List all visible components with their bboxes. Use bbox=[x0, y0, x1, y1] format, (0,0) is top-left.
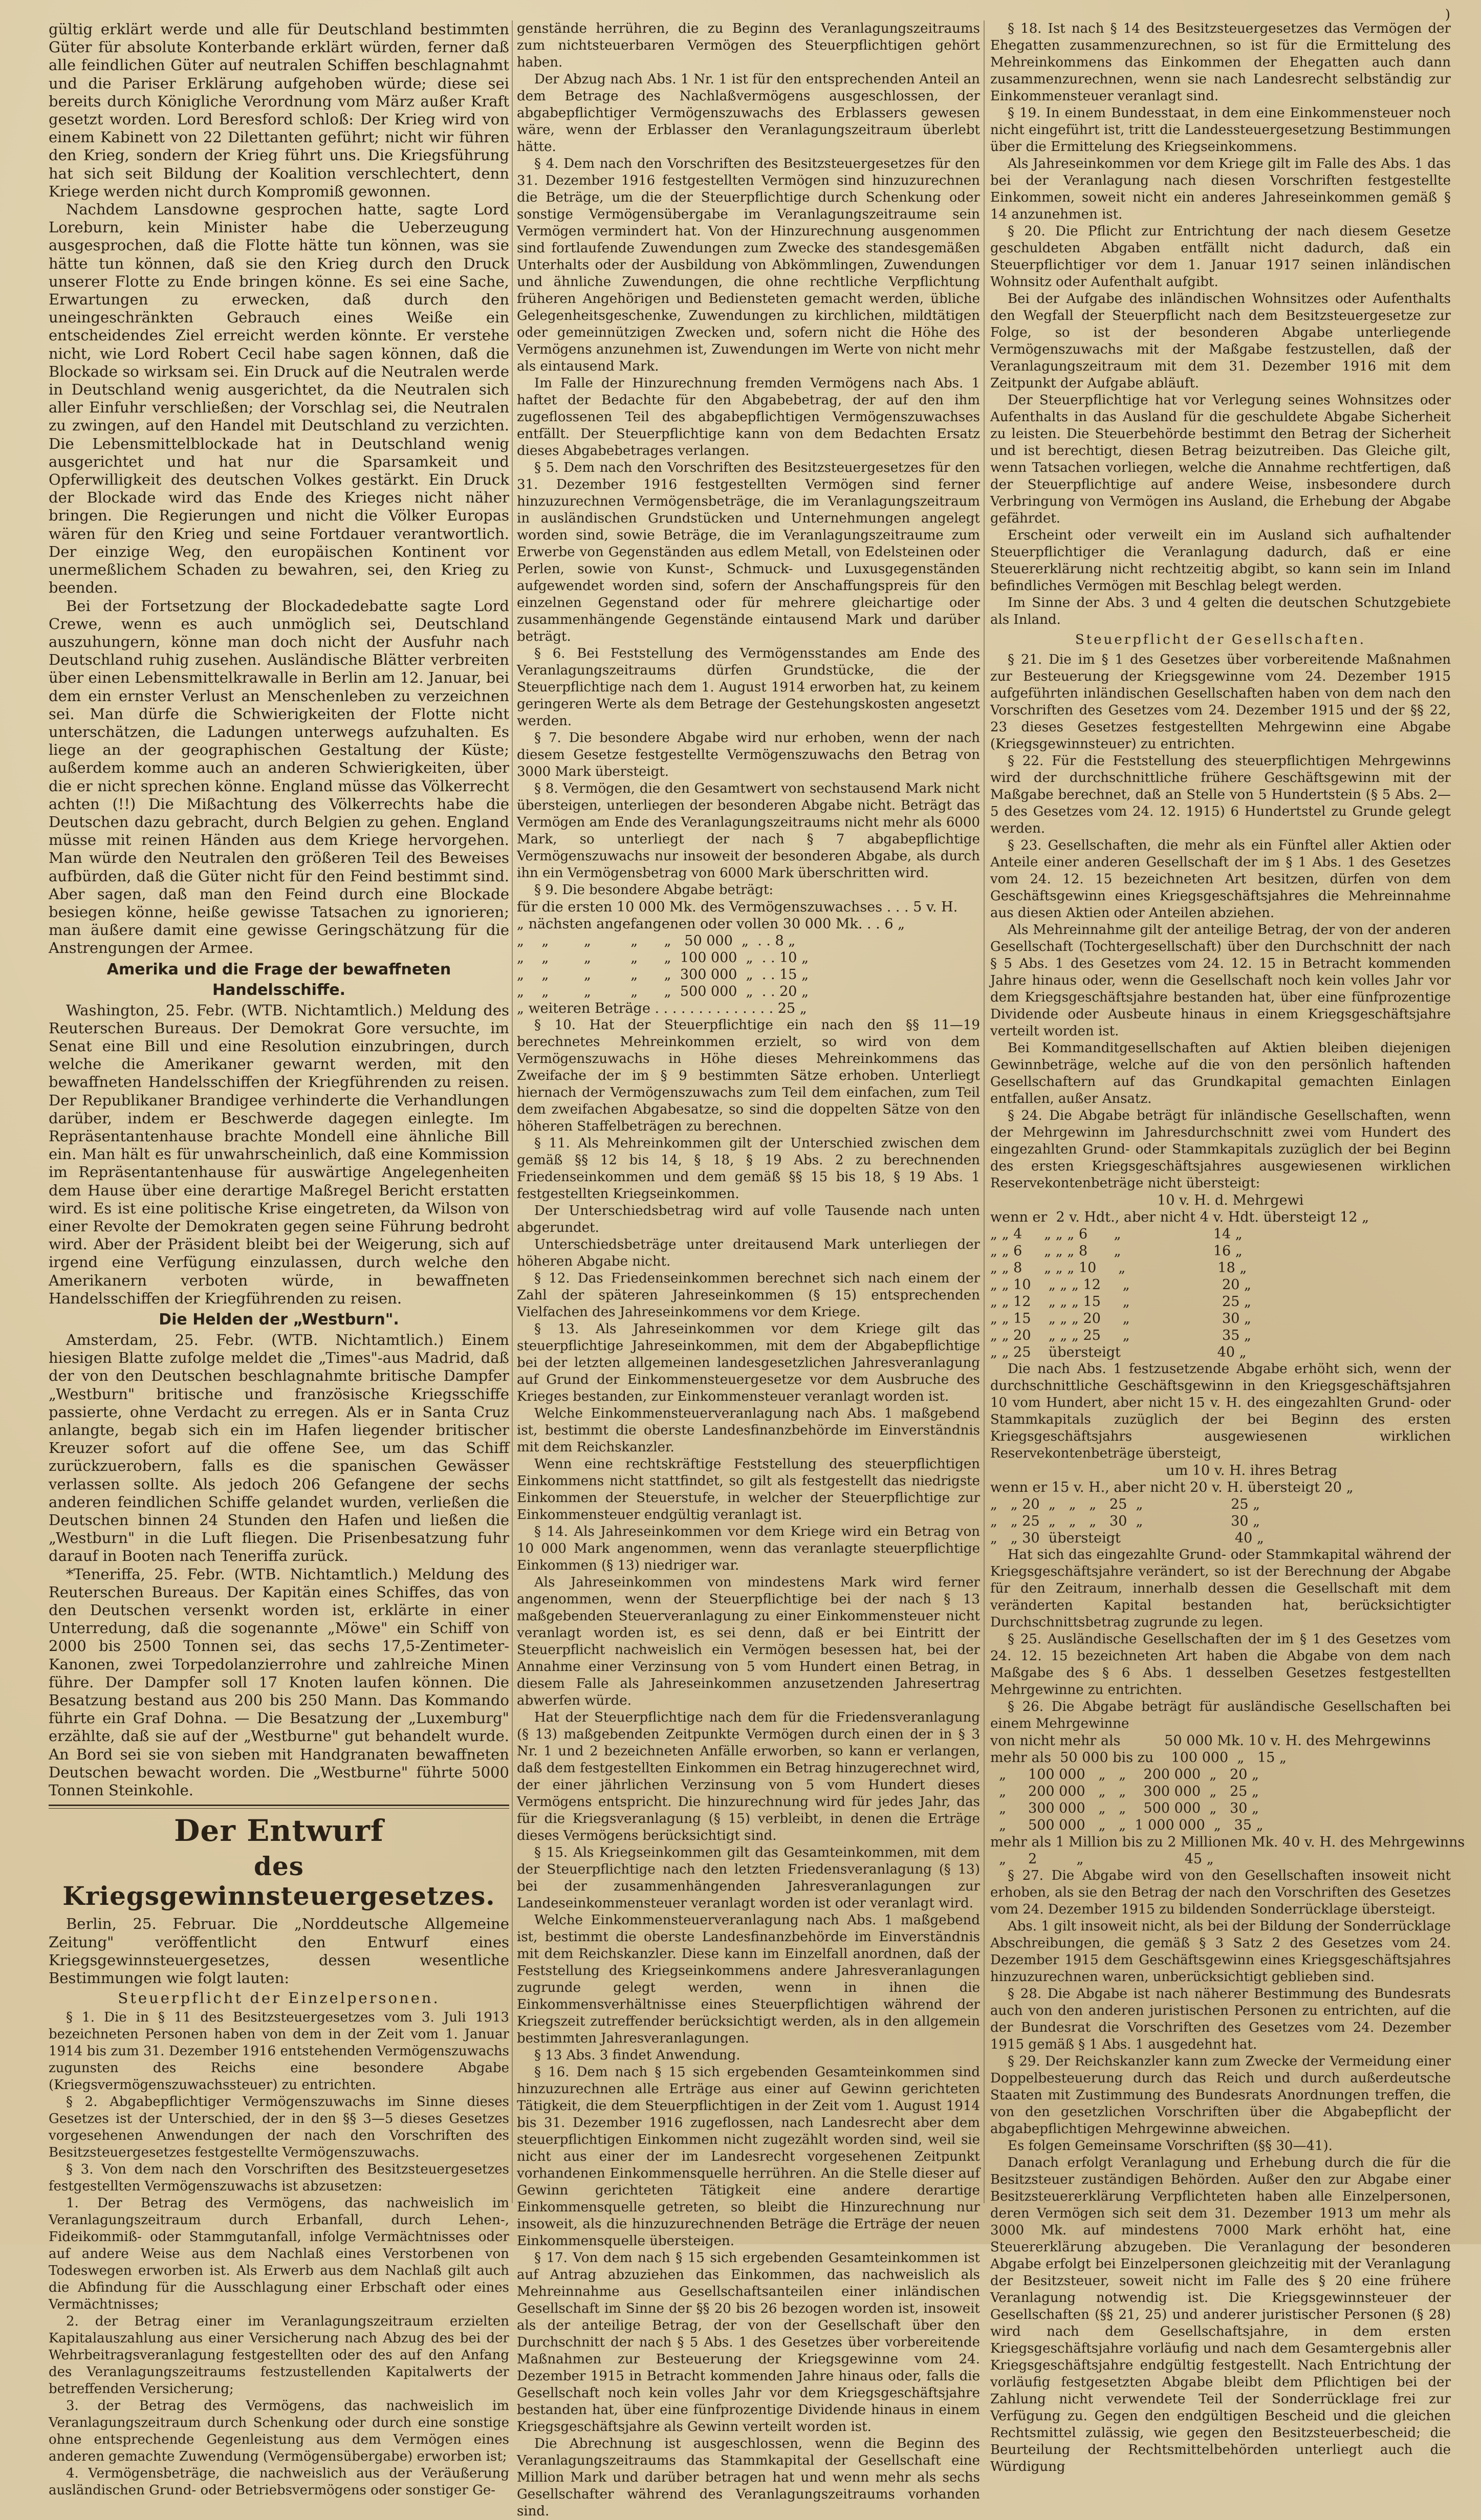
paragraph: Washington, 25. Febr. (WTB. Nichtamtlich.) Meldung des Reuterschen Bureaus. Der Demokrat Gore versuchte, im Senat eine Bill und eine Resolution einzubringen, durch welche die Amerikaner gewarnt werden, mit den bewaffneten Handelsschiffen der Kriegführenden zu reisen. Der Republikaner Brandigee verhinderte die Verhandlungen darüber, indem er Beschwerde dagegen einlegte. Im Repräsentantenhause brachte Mondell eine ähnliche Bill ein. Man hält es für unwahrscheinlich, daß eine Kommission im Repräsentantenhause für auswärtige Angelegenheiten dem Hause über eine derartige Maßregel Bericht erstatten wird. Es ist eine politische Krise eingetreten, da Wilson von einer Revolte der Demokraten gegen seine Führung bedroht wird. Aber der Präsident bleibt bei der Weigerung, sich auf irgend eine Verfügung einzulassen, durch welche den Amerikanern verboten würde, in bewaffneten Handelsschiffen der Kriegführenden zu reisen. bbox=[49, 1001, 509, 1307]
paragraph: § 18. Ist nach § 14 des Besitzsteuergesetzes das Vermögen der Ehegatten zusammenzurechnen, so ist für die Ermittelung des Mehreinkommens das Einkommen der Ehegatten auch dann zusammenzurechnen, wenn sie nach Landesrecht selbständig zur Einkommensteuer veranlagt sind. bbox=[990, 21, 1451, 104]
paragraph: genstände herrühren, die zu Beginn des Veranlagungszeitraums zum nichtsteuerbaren Vermögen des Steuerpflichtigen gehört haben. bbox=[517, 21, 980, 70]
heavy-rule bbox=[49, 1805, 509, 1806]
paragraph: 1. Der Betrag des Vermögens, das nachweislich im Veranlagungszeitraum durch Erbanfall, durch Lehen-, Fideikommiß- oder Stammgutanfall, infolge Vermächtnisses oder auf andere Weise aus dem Nachlaß eines Verstorbenen von Todeswegen erworben ist. Als Erwerb aus dem Nachlaß gilt auch die Abfindung für die Ausschlagung einer Erbschaft oder eines Vermächtnisses; bbox=[49, 2196, 509, 2313]
paragraph: Wenn eine rechtskräftige Feststellung des steuerpflichtigen Einkommens nicht stattfindet, so gilt als festgestellt das niedrigste Einkommen der Steuerstufe, in welcher der Steuerpflichtige zur Einkommensteuer endgültig veranlagt ist. bbox=[517, 1457, 980, 1523]
article-title-line2: des Kriegsgewinnsteuergesetzes. bbox=[62, 1851, 495, 1911]
paragraph: § 9. Die besondere Abgabe beträgt: bbox=[534, 882, 774, 898]
paragraph: Als Mehreinnahme gilt der anteilige Betrag, der von der anderen Gesellschaft (Tochtergesellschaft) über den Durchschnitt der nach § 5 Abs. 1 des Gesetzes vom 24. 12. 15 in Betracht kommenden Jahre hinaus oder, wenn die Gesellschaft noch kein volles Jahr vor dem Kriegsgeschäftsjahre bestanden hat, über eine fünfprozentige Dividende oder Ausbeute hinaus in einem Kriegsgeschäftsjahre verteilt worden ist. bbox=[990, 922, 1451, 1039]
paragraph: Unterschiedsbeträge unter dreitausend Mark unterliegen der höheren Abgabe nicht. bbox=[517, 1237, 980, 1269]
paragraph: § 19. In einem Bundesstaat, in dem eine Einkommensteuer noch nicht eingeführt ist, tritt die Landessteuergesetzung Bestimmungen über die Ermittelung des Kriegseinkommens. bbox=[990, 105, 1451, 155]
paragraph: Bei der Fortsetzung der Blockadedebatte sagte Lord Crewe, wenn es auch unmöglich sei, Deutschland auszuhungern, könne man doch nicht der Ausfuhr nach Deutschland ruhig zusehen. Ausländische Blätter verbreiten über einen Lebensmittelkrawalle in Berlin am 12. Januar, bei dem ein ernster Verlust an Menschenleben zu verzeichnen sei. Man dürfe die Schwierigkeiten der Flotte nicht unterschätzen, die Ladungen unterwegs aufzuhalten. Es liege an der geographischen Gestaltung der Küste; außerdem komme auch an anderen Schwierigkeiten, über die er nicht sprechen könne. England müsse das Völkerrecht achten (!!) Die Mißachtung des Völkerrechts habe die Deutschen dazu gebracht, durch Belgien zu gehen. England müsse mit reinen Händen aus dem Kriege hervorgehen. Man würde den Neutralen den größeren Teil des Beweises aufbürden, daß die Güter nicht für den Feind bestimmt sind. Aber sagen, daß man den Feind durch eine Blockade besiegen könne, heiße gewisse Tatsachen zu ignorieren; man äußere damit eine gewisse Geringschätzung für die Anstrengungen der Armee. bbox=[49, 597, 509, 957]
paragraph: Hat sich das eingezahlte Grund- oder Stammkapital während der Kriegsgeschäftsjahre verändert, so ist der Berechnung der Abgabe für den Zeitraum, innerhalb dessen die Gesellschaft mit dem veränderten Kapital bestanden hat, berücksichtigter Durchschnittsbetrag zugrunde zu legen. bbox=[990, 1547, 1451, 1630]
paragraph: 3. der Betrag des Vermögens, das nachweislich im Veranlagungszeitraum durch Schenkung oder durch eine sonstige ohne entsprechende Gegenleistung aus dem Vermögen eines anderen gemachte Zuwendung (Vermögensübergabe) erworben ist; bbox=[49, 2398, 509, 2465]
paragraph: Im Falle der Hinzurechnung fremden Vermögens nach Abs. 1 haftet der Bedachte für den Abgabebetrag, der auf den ihm zugeflossenen Teil des abgabepflichtigen Vermögenszuwachses entfällt. Der Steuerpflichtige kann von dem Bedachten Ersatz dieses Abgabebetrages verlangen. bbox=[517, 376, 980, 459]
paragraph: § 8. Vermögen, die den Gesamtwert von sechstausend Mark nicht übersteigen, unterliegen der besonderen Abgabe nicht. Beträgt das Vermögen am Ende des Veranlagungszeitraums nicht mehr als 6000 Mark, so unterliegt der nach § 7 abgabepflichtige Vermögenszuwachs nur insoweit der besonderen Abgabe, als durch ihn ein Vermögensbetrag von 6000 Mark überschritten wird. bbox=[517, 781, 980, 881]
thin-rule bbox=[49, 1808, 509, 1809]
paragraph: § 25. Ausländische Gesellschaften der im § 1 des Gesetzes vom 24. 12. 15 bezeichneten Art haben die Abgabe von dem nach Maßgabe des § 6 Abs. 1 desselben Gesetzes festgestellten Mehrgewinne zu entrichten. bbox=[990, 1632, 1451, 1698]
rate-table: um 10 v. H. ihres Betrag wenn er 15 v. H., aber nicht 20 v. H. übersteigt 20 „ „ „ 20 „ „ „ 25 „ 25 „ „ „ 25 „ „ „ 30 „ 30 „ „ „ 30 übersteigt 40 „ bbox=[990, 1463, 1354, 1546]
column-2 bbox=[517, 20, 980, 2519]
paragraph: 2. der Betrag einer im Veranlagungszeitraum erzielten Kapitalauszahlung aus einer Versicherung nach Abzug des bei der Wehrbeitragsveranlagung festgestellten oder des auf den Anfang des Veranlagungszeitraums festzustellenden Kapitalwerts der betreffenden Versicherung; bbox=[49, 2314, 509, 2397]
paragraph: Abs. 1 gilt insoweit nicht, als bei der Bildung der Sonderrücklage Abschreibungen, die gemäß § 3 Satz 2 des Gesetzes vom 24. Dezember 1915 dem Geschäftsgewinn eines Kriegsgeschäftsjahres hinzuzurechnen waren, unberücksichtigt geblieben sind. bbox=[990, 1919, 1451, 1985]
rate-table: von nicht mehr als 50 000 Mk. 10 v. H. des Mehrgewinns mehr als 50 000 bis zu 100 000 „ 15 „ „ 100 000 „ „ 200 000 „ 20 „ „ 200 000 „ „ 300 000 „ 25 „ „ 300 000 „ „ 500 000 „ 30 „ „ 500 000 „ „ 1 000 000 „ 35 „ mehr als 1 Million bis zu 2 Millionen Mk. 40 v. H. des Mehrgewinns „ 2 „ 45 „ bbox=[990, 1733, 1465, 1867]
paragraph: Nachdem Lansdowne gesprochen hatte, sagte Lord Loreburn, kein Minister habe die Ueberzeugung ausgesprochen, daß die Flotte hätte tun können, was sie hätte tun können, daß sie den Krieg durch den Druck unserer Flotte zu Ende bringen könne. Es sei eine Sache, Erwartungen zu erwecken, daß durch den uneingeschränkten Gebrauch eines Weiße ein entscheidendes Ziel erreicht werden könnte. Er verstehe nicht, wie Lord Robert Cecil habe sagen können, daß die Blockade so wirksam sei. Ein Druck auf die Neutralen werde in Deutschland wenig ausgerichtet, da die Neutralen sich aller Einfuhr verschließen; der Vorschlag sei, die Neutralen zu zwingen, auf den Handel mit Deutschland zu verzichten. Die Lebensmittelblockade hat in Deutschland wenig ausgerichtet und hat nur die Sparsamkeit und Opferwilligkeit des deutschen Volkes gestärkt. Ein Druck der Blockade wird das Ende des Krieges nicht näher bringen. Die Regierungen und nicht die Völker Europas wären für den Krieg und seine Fortdauer verantwortlich. Der einzige Weg, den europäischen Kontinent vor unermeßlichem Schaden zu bewahren, sei, den Krieg zu beenden. bbox=[49, 201, 509, 597]
paragraph: Der Steuerpflichtige hat vor Verlegung seines Wohnsitzes oder Aufenthalts in das Ausland für die geschuldete Abgabe Sicherheit zu leisten. Die Steuerbehörde bestimmt den Betrag der Sicherheit und ist berechtigt, diesen Betrag beizutreiben. Das Gleiche gilt, wenn Tatsachen vorliegen, welche die Annahme rechtfertigen, daß der Steuerpflichtige auf andere Weise, insbesondere durch Verbringung von Vermögen ins Ausland, die Erhebung der Abgabe gefährdet. bbox=[990, 393, 1451, 526]
paragraph: Als Jahreseinkommen von mindestens Mark wird ferner angenommen, wenn der Steuerpflichtige bei der nach § 13 maßgebenden Steuerveranlagung zu einer Einkommensteuer nicht veranlagt worden ist, es sei denn, daß er bei Eintritt der Steuerpflicht nachweislich ein Vermögen besessen hat, bei der Annahme einer Verzinsung von 5 vom Hundert einen Betrag, in diesem Falle als Jahreseinkommen anzusetzenden Jahresertrag abwerfen würde. bbox=[517, 1575, 980, 1708]
paragraph: § 21. Die im § 1 des Gesetzes über vorbereitende Maßnahmen zur Besteuerung der Kriegsgewinne vom 24. Dezember 1915 aufgeführten inländischen Gesellschaften haben von dem nach den Vorschriften des Gesetzes vom 24. Dezember 1915 und der §§ 22, 23 dieses Gesetzes festgestellten Mehrgewinn eine Abgabe (Kriegsgewinnsteuer) zu entrichten. bbox=[990, 652, 1451, 752]
column-rule-2 bbox=[984, 20, 985, 2203]
paragraph: Amsterdam, 25. Febr. (WTB. Nichtamtlich.) Einem hiesigen Blatte zufolge meldet die „Times"-aus Madrid, daß der von den Deutschen beschlagnahmte britische Dampfer „Westburn" britische und französische Kriegsschiffe passierte, ohne Verdacht zu erregen. Als er in Santa Cruz anlangte, begab sich ein im Hafen liegender britischer Kreuzer sofort auf die offene See, um das Schiff zurückzuerobern, falls es die spanischen Gewässer verlassen sollte. Als jedoch 206 Gefangene der sechs anderen feindlichen Schiffe gelandet wurden, verließen die Deutschen binnen 24 Stunden den Hafen und ließen die „Westburn" in die Luft fliegen. Die Prisenbesatzung fuhr darauf in Booten nach Teneriffa zurück. bbox=[49, 1331, 509, 1565]
column-1 bbox=[49, 20, 509, 2499]
paragraph: § 14. Als Jahreseinkommen vor dem Kriege wird ein Betrag von 10 000 Mark angenommen, wenn das veranlagte steuerpflichtige Einkommen (§ 13) niedriger war. bbox=[517, 1524, 980, 1573]
subsection-heading: Steuerpflicht der Einzelpersonen. bbox=[118, 1989, 440, 2007]
paragraph: § 13. Als Jahreseinkommen vor dem Kriege gilt das steuerpflichtige Jahreseinkommen, mit dem der Abgabepflichtige bei der letzten allgemeinen landesgesetzlichen Jahresveranlagung auf Grund der Einkommensteuergesetze vor dem Ausbruche des Krieges bestanden, zur Einkommensteuer veranlagt worden ist. bbox=[517, 1321, 980, 1404]
paragraph: § 16. Dem nach § 15 sich ergebenden Gesamteinkommen sind hinzuzurechnen alle Erträge aus einer auf Gewinn gerichteten Tätigkeit, die dem Steuerpflichtigen in der Zeit vom 1. August 1914 bis 31. Dezember 1916 zugeflossen, nach Landesrecht aber dem steuerpflichtigen Einkommen nicht zugezählt worden sind, weil sie nicht aus einer der im Landesrecht vorgesehenen Zeitpunkt vorhandenen Einkommensquelle herrühren. An die Stelle dieser auf Gewinn gerichteten Tätigkeit eine andere derartige Einkommensquelle getreten, so bleibt die Hinzurechnung nur insoweit, als die hinzuzurechnenden Beträge die Erträge der neuen Einkommensquelle übersteigen. bbox=[517, 2065, 980, 2249]
paragraph: § 11. Als Mehreinkommen gilt der Unterschied zwischen dem gemäß §§ 12 bis 14, § 18, § 19 Abs. 2 zu berechnenden Friedenseinkommen und dem gemäß §§ 15 bis 18, § 19 Abs. 1 festgestellten Kriegseinkommen. bbox=[517, 1136, 980, 1202]
paragraph: § 24. Die Abgabe beträgt für inländische Gesellschaften, wenn der Mehrgewinn im Jahresdurchschnitt zwei vom Hundert des eingezahlten Grund- oder Stammkapitals zuzüglich der bei Beginn des ersten Kriegsgeschäftsjahres ausgewiesenen wirklichen Reservekontenbeträge nicht übersteigt: bbox=[990, 1108, 1451, 1191]
paragraph: Bei der Aufgabe des inländischen Wohnsitzes oder Aufenthalts den Wegfall der Steuerpflicht nach dem Besitzsteuergesetze zur Folge, so ist der besonderen Abgabe unterliegende Vermögenszuwachs mit der Maßgabe festzustellen, daß der Veranlagungszeitraum mit dem 31. Dezember 1916 mit dem Zeitpunkt der Aufgabe abläuft. bbox=[990, 291, 1451, 391]
paragraph: § 27. Die Abgabe wird von den Gesellschaften insoweit nicht erhoben, als sie den Betrag der nach den Vorschriften des Gesetzes vom 24. Dezember 1915 zu bildenden Sonderrücklage übersteigt. bbox=[990, 1868, 1451, 1917]
section-heading-line2: Handelsschiffe. bbox=[212, 981, 345, 999]
paragraph: Welche Einkommensteuerveranlagung nach Abs. 1 maßgebend ist, bestimmt die oberste Landesfinanzbehörde im Einverständnis mit dem Reichskanzler. bbox=[517, 1406, 980, 1455]
paragraph: Die Abrechnung ist ausgeschlossen, wenn die Beginn des Veranlagungszeitraums das Stammkapital der Gesellschaft eine Million Mark und darüber betragen hat und wenn mehr als sechs Gesellschafter während des Veranlagungszeitraums vorhanden sind. bbox=[517, 2436, 980, 2519]
paragraph: Im Sinne der Abs. 3 und 4 gelten die deutschen Schutzgebiete als Inland. bbox=[990, 595, 1451, 627]
paragraph: Der Abzug nach Abs. 1 Nr. 1 ist für den entsprechenden Anteil an dem Betrage des Nachlaßvermögens ausgeschlossen, der abgabepflichtiger Vermögenszuwachs des Erblassers gewesen wäre, wenn der Erblasser den Veranlagungszeitraum überlebt hätte. bbox=[517, 72, 980, 155]
paragraph: Es folgen Gemeinsame Vorschriften (§§ 30—41). bbox=[1008, 2138, 1333, 2154]
paragraph: *Teneriffa, 25. Febr. (WTB. Nichtamtlich.) Meldung des Reuterschen Bureaus. Der Kapitän eines Schiffes, das von den Deutschen versenkt worden ist, erklärte in einer Unterredung, daß die sogenannte „Möwe" ein Schiff von 2000 bis 2500 Tonnen sei, das sechs 17,5-Zentimeter-Kanonen, zwei Torpedolanzierrohre und zahlreiche Minen führe. Der Dampfer soll 17 Knoten laufen können. Die Besatzung bestand aus 200 bis 250 Mann. Das Kommando führte ein Graf Dohna. — Die Besatzung der „Luxemburg" erzählte, daß sie auf der „Westburne" gut behandelt wurde. An Bord sei sie von sieben mit Handgranaten bewaffneten Deutschen bewacht worden. Die „Westburne" führte 5000 Tonnen Steinkohle. bbox=[49, 1565, 509, 1799]
paragraph: Als Jahreseinkommen vor dem Kriege gilt im Falle des Abs. 1 das bei der Veranlagung nach diesen Vorschriften festgestellte Einkommen, soweit nicht ein anderes Jahreseinkommen gemäß § 14 anzunehmen ist. bbox=[990, 156, 1451, 222]
paragraph: Die nach Abs. 1 festzusetzende Abgabe erhöht sich, wenn der durchschnittliche Geschäftsgewinn in den Kriegsgeschäftsjahren 10 vom Hundert, aber nicht 15 v. H. des eingezahlten Grund- oder Stammkapitals zuzüglich der bei Beginn des ersten Kriegsgeschäftsjahrs ausgewiesenen wirklichen Reservekontenbeträge übersteigt, bbox=[990, 1361, 1451, 1461]
paragraph: § 17. Von dem nach § 15 sich ergebenden Gesamteinkommen ist auf Antrag abzuziehen das Einkommen, das nachweislich als Mehreinnahme aus Gesellschaftsanteilen einer inländischen Gesellschaft im Sinne der §§ 20 bis 26 bezogen worden ist, insoweit als der anteilige Betrag, der von der Gesellschaft über den Durchschnitt der nach § 5 Abs. 1 des Gesetzes über vorbereitende Maßnahmen zur Besteuerung der Kriegsgewinne vom 24. Dezember 1915 in Betracht kommenden Jahre hinaus oder, falls die Gesellschaft noch kein volles Jahr vor dem Kriegsgeschäftsjahre bestanden hat, über eine fünfprozentige Dividende hinaus in einem Kriegsgeschäftsjahre als Gewinn verteilt worden ist. bbox=[517, 2250, 980, 2435]
rate-table: für die ersten 10 000 Mk. des Vermögenszuwachses . . . 5 v. H. „ nächsten angefangenen oder vollen 30 000 Mk. . . 6 „ „ „ „ „ „ 50 000 „ . . 8 „ „ „ „ „ „ 100 000 „ . . 10 „ „ „ „ „ „ 300 000 „ . . 15 „ „ „ „ „ „ 500 000 „ . . 20 „ „ weiteren Beträge . . . . . . . . . . . . . . 25 „ bbox=[517, 899, 958, 1016]
paragraph: Danach erfolgt Veranlagung und Erhebung durch die für die Besitzsteuer zuständigen Behörden. Außer den zur Abgabe einer Besitzsteuererklärung Verpflichteten haben alle Einzelpersonen, deren Vermögen sich seit dem 31. Dezember 1913 um mehr als 3000 Mk. auf mindestens 7000 Mark erhöht hat, eine Steuererklärung abzugeben. Die Veranlagung der besonderen Abgabe erfolgt bei Einzelpersonen gleichzeitig mit der Veranlagung der Besitzsteuer, soweit nicht im Falle des § 20 eine frühere Veranlagung notwendig ist. Die Kriegsgewinnsteuer der Gesellschaften (§§ 21, 25) und anderer juristischer Personen (§ 28) wird nach dem Gesellschaftsjahre, in dem ersten Kriegsgeschäftsjahre vorläufig und nach dem Gesamtergebnis aller Kriegsgeschäftsjahre endgültig festgestellt. Nach Entrichtung der vorläufig festgesetzten Abgabe bleibt dem Pflichtigen bei der Zahlung nicht verwendete Teil der Sonderrücklage frei zur Verfügung zu. Gegen den endgültigen Bescheid und die gleichen Rechtsmittel zulässig, wie gegen den Besitzsteuerbescheid; die Beurteilung der Rechtsmittelbehörden unterliegt auch die Würdigung bbox=[990, 2155, 1451, 2474]
paragraph: § 28. Die Abgabe ist nach näherer Bestimmung des Bundesrats auch von den anderen juristischen Personen zu entrichten, auf die der Bundesrat die Vorschriften des Gesetzes vom 24. Dezember 1915 gemäß § 1 Abs. 1 ausgedehnt hat. bbox=[990, 1986, 1451, 2052]
paragraph: Der Unterschiedsbetrag wird auf volle Tausende nach unten abgerundet. bbox=[517, 1203, 980, 1235]
column-rule-1 bbox=[512, 20, 513, 2203]
paragraph: § 5. Dem nach den Vorschriften des Besitzsteuergesetzes für den 31. Dezember 1916 festgestellten Vermögen sind ferner hinzuzurechnen Vermögensbeträge, die im Veranlagungszeitraum in ausländischen Grundstücken und Unternehmungen angelegt worden sind, sowie Beträge, die im Veranlagungszeitraume zum Erwerbe von Gegenständen aus edlem Metall, von Edelsteinen oder Perlen, sowie von Kunst-, Schmuck- und Luxusgegenständen aufgewendet worden sind, sofern der Anschaffungspreis für den einzelnen Gegenstand oder für mehrere gleichartige oder zusammenhängende Gegenstände eintausend Mark und darüber beträgt. bbox=[517, 460, 980, 644]
rate-table: 10 v. H. d. Mehrgewi wenn er 2 v. Hdt., aber nicht 4 v. Hdt. übersteigt 12 „ „ „ 4 „ „ „ 6 „ 14 „ „ „ 6 „ „ „ 8 „ 16 „ „ „ 8 „ „ „ 10 „ 18 „ „ „ 10 „ „ „ 12 „ 20 „ „ „ 12 „ „ „ 15 „ 25 „ „ „ 15 „ „ „ 20 „ 30 „ „ „ 20 „ „ „ 25 „ 35 „ „ „ 25 übersteigt 40 „ bbox=[990, 1192, 1369, 1360]
paragraph: § 22. Für die Feststellung des steuerpflichtigen Mehrgewinns wird der durchschnittliche frühere Geschäftsgewinn mit der Maßgabe berechnet, daß an Stelle von 5 Hundertstein (§ 5 Abs. 2—5 des Gesetzes vom 24. 12. 1915) 6 Hundertstel zu Grunde gelegt werden. bbox=[990, 753, 1451, 836]
paragraph: § 3. Von dem nach den Vorschriften des Besitzsteuergesetzes festgestellten Vermögenszuwachs ist abzusetzen: bbox=[49, 2162, 509, 2195]
section-heading: Amerika und die Frage der bewaffneten bbox=[106, 960, 451, 979]
paragraph: § 20. Die Pflicht zur Entrichtung der nach diesem Gesetze geschuldeten Abgaben entfällt nicht dadurch, daß ein Steuerpflichtiger vor dem 1. Januar 1917 seinen inländischen Wohnsitz oder Aufenthalt aufgibt. bbox=[990, 224, 1451, 290]
subsection-heading: Steuerpflicht der Gesellschaften. bbox=[1075, 632, 1366, 647]
column-3 bbox=[990, 20, 1465, 2474]
paragraph: Bei Kommanditgesellschaften auf Aktien bleiben diejenigen Gewinnbeträge, welche auf die von den persönlich haftenden Gesellschaftern auf das Grundkapital gemachten Einlagen entfallen, außer Ansatz. bbox=[990, 1040, 1451, 1106]
paragraph: § 6. Bei Feststellung des Vermögensstandes am Ende des Veranlagungszeitraums dürfen Grundstücke, die der Steuerpflichtige nach dem 1. August 1914 erworben hat, zu keinem geringeren Werte als dem Betrage der Gestehungskosten angesetzt werden. bbox=[517, 646, 980, 729]
paragraph: § 26. Die Abgabe beträgt für ausländische Gesellschaften bei einem Mehrgewinne bbox=[990, 1699, 1451, 1731]
paragraph: 4. Vermögensbeträge, die nachweislich aus der Veräußerung ausländischen Grund- oder Betriebsvermögens oder sonstiger Ge- bbox=[49, 2466, 509, 2499]
paragraph: § 12. Das Friedenseinkommen berechnet sich nach einem der Zahl der späteren Jahreseinkommen (§ 15) entsprechenden Vielfachen des Jahreseinkommens vor dem Kriege. bbox=[517, 1271, 980, 1320]
section-heading: Die Helden der „Westburn". bbox=[159, 1311, 399, 1329]
paragraph: Welche Einkommensteuerveranlagung nach Abs. 1 maßgebend ist, bestimmt die oberste Landesfinanzbehörde im Einverständnis mit dem Reichskanzler. Diese kann im Einzelfall anordnen, daß der Feststellung des Kriegseinkommens andere Jahresveranlagungen zugrunde gelegt werden, wenn in ihnen die Einkommensverhältnisse eines Steuerpflichtigen während der Kriegszeit zutreffender berücksichtigt werden, als in den allgemein bestimmten Jahresveranlagungen. bbox=[517, 1913, 980, 2046]
paragraph: § 29. Der Reichskanzler kann zum Zwecke der Vermeidung einer Doppelbesteuerung durch das Reich und durch außerdeutsche Staaten mit Zustimmung des Bundesrats Anordnungen treffen, die von den gesetzlichen Vorschriften über die Abgabepflicht der abgabepflichtigen Mehrgewinne abweichen. bbox=[990, 2054, 1451, 2137]
paragraph: § 2. Abgabepflichtiger Vermögenszuwachs im Sinne dieses Gesetzes ist der Unterschied, der in den §§ 3—5 dieses Gesetzes vorgesehenen Anwendungen der nach den Vorschriften des Besitzsteuergesetzes festgestellte Vermögenszuwachs. bbox=[49, 2094, 509, 2161]
article-title-line1: Der Entwurf bbox=[174, 1813, 384, 1849]
paragraph: § 15. Als Kriegseinkommen gilt das Gesamteinkommen, mit dem der Steuerpflichtige nach den letzten Friedensveranlagung (§ 13) bei der zusammenhängenden Jahresveranlagungen zur Landeseinkommensteuer veranlagt worden ist oder veranlagt wird. bbox=[517, 1845, 980, 1911]
paragraph: § 13 Abs. 3 findet Anwendung. bbox=[534, 2048, 740, 2063]
paragraph: § 23. Gesellschaften, die mehr als ein Fünftel aller Aktien oder Anteile einer anderen Gesellschaft der im § 1 Abs. 1 des Gesetzes vom 24. 12. 15 bezeichneten Art besitzen, dürfen von dem Geschäftsgewinn eines Kriegsgeschäftsjahres die Mehreinnahme aus diesen Aktien oder Anteilen abziehen. bbox=[990, 838, 1451, 921]
page-corner-mark: ) bbox=[1445, 7, 1450, 23]
paragraph: gültig erklärt werde und alle für Deutschland bestimmten Güter für absolute Konterbande erklärt würden, ferner daß alle feindlichen Güter auf neutralen Schiffen beschlagnahmt und die Pariser Erklärung aufgehoben würde; diese sei bereits durch Königliche Verordnung vom März außer Kraft gesetzt worden. Lord Beresford schloß: Der Krieg wird von einem Kabinett von 22 Dilettanten geführt; nicht wir führen den Krieg, sondern der Krieg führt uns. Die Kriegsführung hat sich seit Bildung der Koalition verschlechtert, denn Kriege werden nicht durch Kompromiß gewonnen. bbox=[49, 20, 509, 200]
paragraph: § 10. Hat der Steuerpflichtige ein nach den §§ 11—19 berechnetes Mehreinkommen erzielt, so wird von dem Vermögenszuwachs in Höhe dieses Mehreinkommens das Zweifache der im § 9 bestimmten Sätze erhoben. Unterliegt hiernach der Vermögenszuwachs zum Teil dem einfachen, zum Teil dem zweifachen Abgabesatze, so sind die doppelten Sätze von den höheren Staffelbeträgen zu berechnen. bbox=[517, 1017, 980, 1134]
paragraph: § 1. Die in § 11 des Besitzsteuergesetzes vom 3. Juli 1913 bezeichneten Personen haben von dem in der Zeit vom 1. Januar 1914 bis zum 31. Dezember 1916 entstehenden Vermögenszuwachs zugunsten des Reichs eine besondere Abgabe (Kriegsvermögenszuwachssteuer) zu entrichten. bbox=[49, 2010, 509, 2093]
paragraph: Berlin, 25. Februar. Die „Norddeutsche Allgemeine Zeitung" veröffentlicht den Entwurf eines Kriegsgewinnsteuergesetzes, dessen wesentliche Bestimmungen wie folgt lauten: bbox=[49, 1915, 509, 1987]
paragraph: Hat der Steuerpflichtige nach dem für die Friedensveranlagung (§ 13) maßgebenden Zeitpunkte Vermögen durch einen der in § 3 Nr. 1 und 2 bezeichneten Anfälle erworben, so kann er verlangen, daß dem festgestellten Einkommen ein Betrag hinzugerechnet wird, der einer jährlichen Verzinsung von 5 vom Hundert dieses Vermögens entspricht. Die hinzurechnung wird für jedes Jahr, das für die Kriegsveranlagung (§ 15) verbleibt, in denen die Erträge dieses Vermögens berücksichtigt sind. bbox=[517, 1710, 980, 1843]
paragraph: § 4. Dem nach den Vorschriften des Besitzsteuergesetzes für den 31. Dezember 1916 festgestellten Vermögen sind hinzuzurechnen die Beträge, um die der Steuerpflichtige durch Schenkung oder sonstige Vermögensübergabe im Veranlagungszeitraume sein Vermögen vermindert hat. Von der Hinzurechnung ausgenommen sind fortlaufende Zuwendungen zum Zwecke des standesgemäßen Unterhalts oder der Ausbildung von Abkömmlingen, Zuwendungen und ähnliche Zuwendungen, die ohne rechtliche Verpflichtung früheren Angehörigen und Bediensteten gemacht werden, übliche Gelegenheitsgeschenke, Zuwendungen zu kirchlichen, mildtätigen oder gemeinnützigen Zwecken und, sofern nicht die Höhe des Vermögens anzunehmen ist, Zuwendungen im Werte von nicht mehr als eintausend Mark. bbox=[517, 156, 980, 374]
paragraph: Erscheint oder verweilt ein im Ausland sich aufhaltender Steuerpflichtiger die Veranlagung dadurch, daß er eine Steuererklärung nicht rechtzeitig abgibt, so kann sein im Inland befindliches Vermögen mit Beschlag belegt werden. bbox=[990, 528, 1451, 594]
paragraph: § 7. Die besondere Abgabe wird nur erhoben, wenn der nach diesem Gesetze festgestellte Vermögenszuwachs den Betrag von 3000 Mark übersteigt. bbox=[517, 730, 980, 779]
